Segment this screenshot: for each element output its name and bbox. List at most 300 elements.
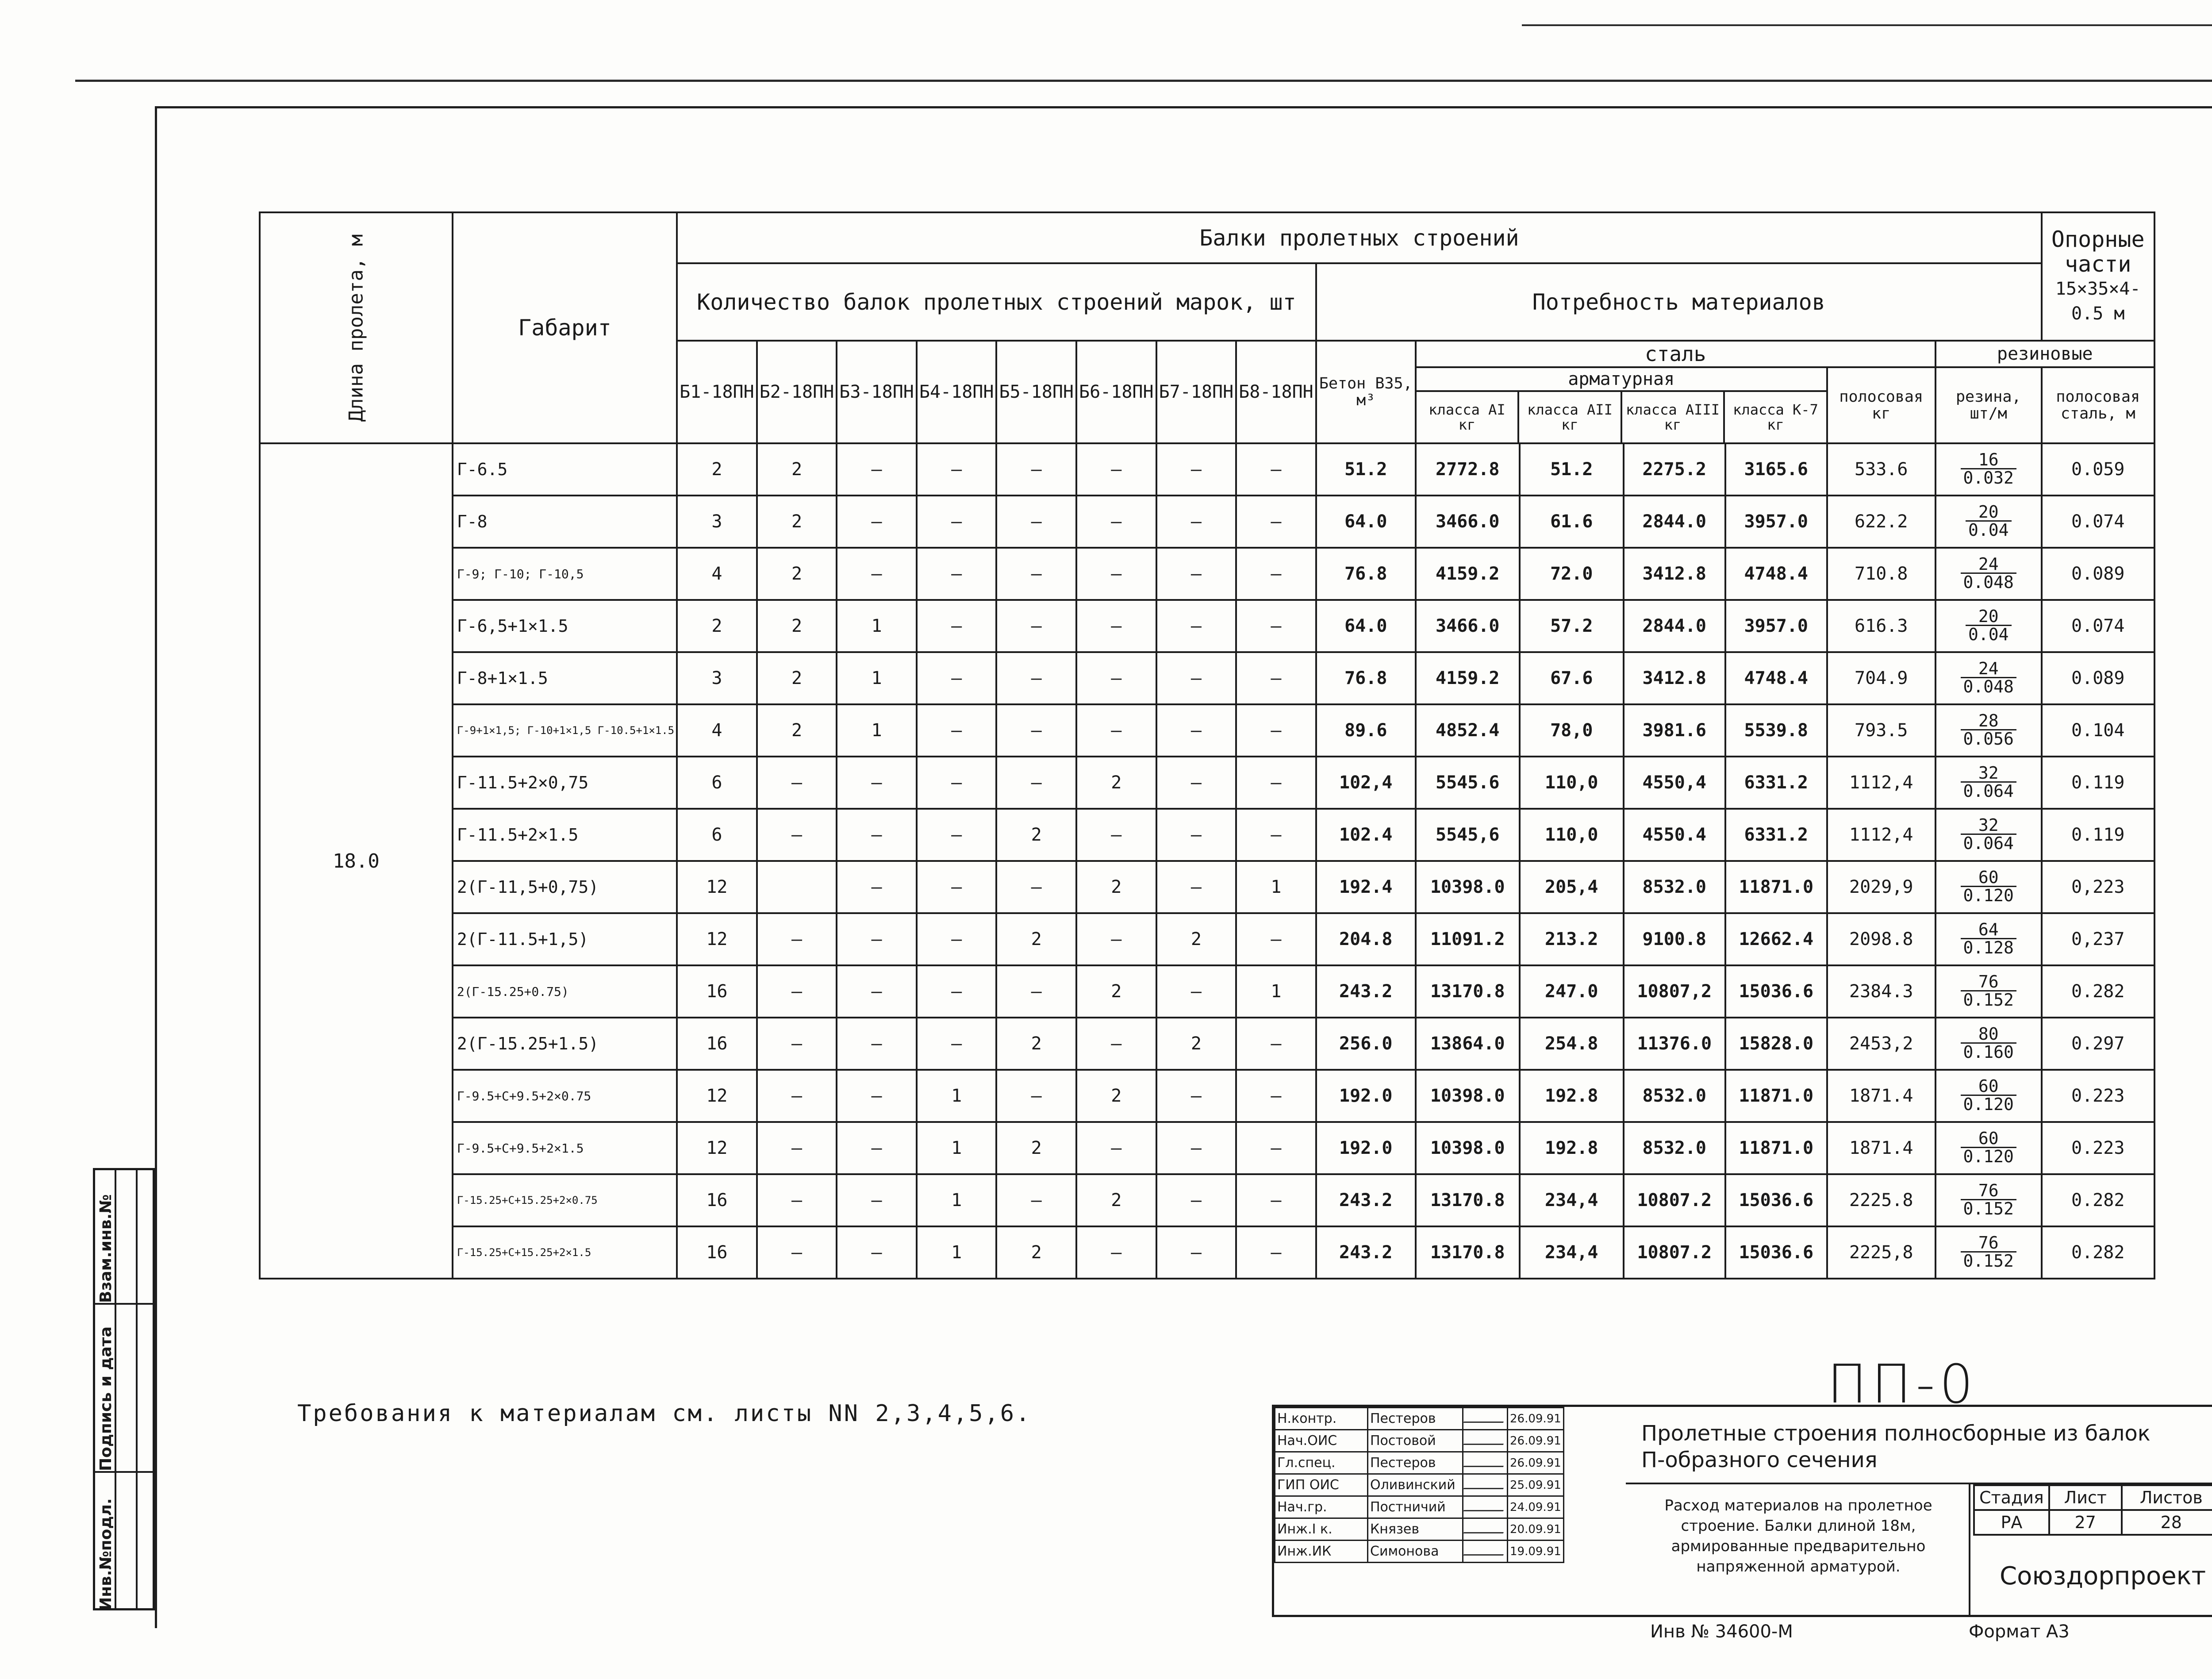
beam-count-cell: — — [757, 1226, 837, 1279]
beam-count-cell: — — [996, 496, 1076, 548]
beam-mark-b3: Б3-18ПН — [837, 341, 917, 443]
signer-row — [1275, 1518, 1564, 1541]
side-label-signature: Подпись и дата — [97, 1326, 115, 1471]
rubber-cell — [1936, 809, 2042, 861]
beam-count-cell: 3 — [677, 496, 757, 548]
strip-steel-cell: 2384.3 — [1827, 965, 1936, 1018]
signature-mark — [1463, 1523, 1507, 1533]
rebar-cell: 13864.0 — [1416, 1018, 1520, 1070]
rebar-cell: 192.8 — [1520, 1122, 1624, 1174]
rebar-cell: 3412.8 — [1624, 652, 1725, 704]
gabarit-cell: Г-8 — [453, 496, 677, 548]
side-label-replace: Взам.инв.№ — [97, 1194, 115, 1303]
beam-count-cell: — — [996, 1174, 1076, 1226]
signer-row — [1275, 1452, 1564, 1474]
bearing-steel-header: полосовая сталь, м — [2042, 367, 2154, 443]
stage-value: РА — [1974, 1510, 2049, 1535]
rebar-cell: 4550,4 — [1624, 757, 1725, 809]
rubber-cell — [1936, 1122, 2042, 1174]
gabarit-cell: 2(Г-11.5+1,5) — [453, 913, 677, 965]
beam-count-cell: — — [996, 600, 1076, 652]
concrete-cell: 76.8 — [1316, 548, 1416, 600]
rubber-volume: 0.120 — [1963, 1094, 2014, 1114]
rubber-cell — [1936, 1070, 2042, 1122]
beam-count-cell: — — [757, 1174, 837, 1226]
beam-count-cell: — — [757, 913, 837, 965]
signer-name: Князев — [1368, 1518, 1463, 1541]
rebar-cell: 10807,2 — [1624, 965, 1725, 1018]
table-row — [260, 913, 2154, 965]
beam-count-cell: 2 — [1156, 1018, 1237, 1070]
rubber-fraction — [1961, 1078, 2016, 1113]
beam-count-cell: 2 — [757, 443, 837, 496]
signature-mark — [1463, 1501, 1507, 1511]
beam-count-cell: — — [837, 1226, 917, 1279]
signature-mark — [1463, 1457, 1507, 1467]
table-row — [260, 704, 2154, 757]
side-stamp — [93, 1168, 155, 1610]
beam-count-cell: — — [1076, 548, 1156, 600]
beam-count-cell: — — [1156, 861, 1237, 913]
beam-count-cell: — — [996, 861, 1076, 913]
beam-count-cell: — — [996, 548, 1076, 600]
rubber-cell — [1936, 600, 2042, 652]
span-length-header: Длина пролета, м — [260, 212, 453, 443]
rubber-fraction — [1961, 869, 2016, 904]
beam-count-cell: 6 — [677, 809, 757, 861]
gabarit-cell: Г-9.5+С+9.5+2×1.5 — [453, 1122, 677, 1174]
bearing-steel-cell: 0.119 — [2042, 809, 2154, 861]
beam-count-cell: 2 — [996, 913, 1076, 965]
signer-role: Нач.гр. — [1275, 1496, 1368, 1518]
signer-role: Инж.I к. — [1275, 1518, 1368, 1541]
rebar-cell: 2772.8 — [1416, 443, 1520, 496]
concrete-cell: 243.2 — [1316, 1174, 1416, 1226]
beam-count-cell: 1 — [917, 1174, 997, 1226]
rubber-fraction — [1961, 556, 2016, 591]
bearing-steel-cell: 0.074 — [2042, 600, 2154, 652]
beam-count-cell: — — [996, 443, 1076, 496]
rebar-cell: 110,0 — [1520, 757, 1624, 809]
rubber-count: 16 — [1961, 451, 2016, 469]
rubber-volume: 0.04 — [1968, 520, 2009, 540]
signature-mark — [1463, 1479, 1507, 1489]
strip-steel-cell: 1112,4 — [1827, 809, 1936, 861]
beam-count-cell: — — [1156, 704, 1237, 757]
beam-count-cell — [757, 861, 837, 913]
beam-count-cell: — — [917, 809, 997, 861]
signer-role: ГИП ОИС — [1275, 1474, 1368, 1496]
beam-count-header: Количество балок пролетных строений марок, шт — [677, 263, 1316, 341]
concrete-cell: 76.8 — [1316, 652, 1416, 704]
beam-count-cell: — — [757, 1070, 837, 1122]
sheet-code: ПП-0 — [1827, 1354, 1978, 1415]
beam-count-cell: — — [837, 965, 917, 1018]
rebar-cell: 15036.6 — [1725, 1174, 1827, 1226]
rubber-count: 60 — [1961, 1078, 2016, 1096]
rubber-volume: 0.048 — [1963, 676, 2014, 696]
gabarit-cell: Г-15.25+С+15.25+2×0.75 — [453, 1174, 677, 1226]
rebar-cell: 8532.0 — [1624, 1122, 1725, 1174]
rubber-count: 20 — [1966, 608, 2012, 626]
beam-count-cell: — — [1076, 1122, 1156, 1174]
beam-count-cell: 1 — [1236, 965, 1316, 1018]
beam-count-cell: — — [1236, 809, 1316, 861]
rubber-fraction — [1961, 973, 2016, 1008]
beams-group-header: Балки пролетных строений — [677, 212, 2042, 263]
rebar-cell: 15036.6 — [1725, 1226, 1827, 1279]
table-row — [260, 757, 2154, 809]
beam-count-cell: — — [1156, 809, 1237, 861]
beam-mark-b7: Б7-18ПН — [1156, 341, 1237, 443]
beam-count-cell: — — [1236, 652, 1316, 704]
beam-count-cell: — — [1156, 1070, 1237, 1122]
rubber-cell — [1936, 1174, 2042, 1226]
sheets-value: 28 — [2122, 1510, 2212, 1535]
rebar-cell: 12662.4 — [1725, 913, 1827, 965]
signer-name: Постовой — [1368, 1430, 1463, 1452]
signature — [1463, 1408, 1508, 1430]
rubber-fraction — [1961, 1026, 2016, 1060]
gabarit-cell: 2(Г-15.25+1.5) — [453, 1018, 677, 1070]
rubber-count: 20 — [1966, 503, 2012, 522]
signature-mark — [1463, 1435, 1507, 1445]
beam-count-cell: 2 — [677, 600, 757, 652]
beam-count-cell: — — [837, 1070, 917, 1122]
beam-count-cell: — — [917, 548, 997, 600]
top-edge-line — [1522, 24, 2212, 26]
bearing-steel-cell: 0.119 — [2042, 757, 2154, 809]
beam-count-cell: 12 — [677, 861, 757, 913]
rebar-cell: 2844.0 — [1624, 600, 1725, 652]
steel-header: сталь — [1416, 341, 1936, 367]
beam-mark-b1: Б1-18ПН — [677, 341, 757, 443]
beam-count-cell: 2 — [677, 443, 757, 496]
beam-count-cell: — — [837, 1174, 917, 1226]
beam-count-cell: 2 — [996, 1122, 1076, 1174]
beam-count-cell: 12 — [677, 913, 757, 965]
signature — [1463, 1452, 1508, 1474]
rubber-volume: 0.064 — [1963, 833, 2014, 853]
beam-count-cell: — — [1236, 1174, 1316, 1226]
rubber-fraction — [1961, 712, 2016, 747]
signer-name: Оливинский — [1368, 1474, 1463, 1496]
beam-count-cell: 16 — [677, 1226, 757, 1279]
title-block — [1272, 1405, 2212, 1617]
beam-count-cell: — — [1156, 652, 1237, 704]
beam-count-cell: — — [917, 913, 997, 965]
bearing-steel-cell: 0.223 — [2042, 1122, 2154, 1174]
beam-count-cell: — — [917, 861, 997, 913]
bearing-steel-cell: 0.104 — [2042, 704, 2154, 757]
signer-date: 24.09.91 — [1508, 1496, 1564, 1518]
rebar-cell: 13170.8 — [1416, 1226, 1520, 1279]
beam-count-cell: — — [837, 1018, 917, 1070]
rubber-fraction — [1961, 1182, 2016, 1217]
rubber-volume: 0.152 — [1963, 990, 2014, 1010]
rubber-fraction — [1961, 1130, 2016, 1165]
signer-name: Симонова — [1368, 1541, 1463, 1563]
beam-count-cell: — — [1236, 913, 1316, 965]
beam-count-cell: 4 — [677, 704, 757, 757]
rebar-cell: 3957.0 — [1725, 496, 1827, 548]
concrete-header: Бетон В35, м³ — [1316, 341, 1416, 443]
beam-count-cell: — — [996, 965, 1076, 1018]
beam-count-cell: — — [837, 1122, 917, 1174]
table-row — [260, 1018, 2154, 1070]
rebar-cell: 11871.0 — [1725, 1122, 1827, 1174]
rebar-cell: 247.0 — [1520, 965, 1624, 1018]
gabarit-cell: 2(Г-11,5+0,75) — [453, 861, 677, 913]
table-row — [260, 652, 2154, 704]
rubber-count: 60 — [1961, 1130, 2016, 1148]
beam-count-cell: — — [1156, 1122, 1237, 1174]
rebar-cell: 3981.6 — [1624, 704, 1725, 757]
rebar-class-a1: класса AI кг — [1417, 392, 1520, 442]
beam-count-cell: — — [1156, 548, 1237, 600]
signer-row — [1275, 1408, 1564, 1430]
beam-count-cell: 6 — [677, 757, 757, 809]
rubber-fraction — [1961, 660, 2016, 695]
rubber-cell — [1936, 704, 2042, 757]
sheet-format: Формат А3 — [1969, 1621, 2070, 1642]
table-row — [260, 861, 2154, 913]
rebar-cell: 8532.0 — [1624, 861, 1725, 913]
beam-count-cell: 16 — [677, 965, 757, 1018]
signature — [1463, 1518, 1508, 1541]
rebar-cell: 78,0 — [1520, 704, 1624, 757]
bearing-steel-cell: 0.059 — [2042, 443, 2154, 496]
beam-count-cell: — — [1156, 757, 1237, 809]
strip-steel-cell: 622.2 — [1827, 496, 1936, 548]
rebar-cell: 3466.0 — [1416, 496, 1520, 548]
gabarit-cell: Г-9+1×1,5; Г-10+1×1,5 Г-10.5+1×1.5 — [453, 704, 677, 757]
rebar-cell: 205,4 — [1520, 861, 1624, 913]
rubber-volume: 0.032 — [1963, 468, 2014, 488]
beam-mark-b4: Б4-18ПН — [917, 341, 997, 443]
rubber-cell — [1936, 443, 2042, 496]
beam-count-cell: — — [1076, 913, 1156, 965]
concrete-cell: 64.0 — [1316, 496, 1416, 548]
rubber-cell — [1936, 548, 2042, 600]
span-length-cell: 18.0 — [260, 443, 453, 1279]
rubber-cell — [1936, 965, 2042, 1018]
rebar-cell: 67.6 — [1520, 652, 1624, 704]
rebar-cell: 5539.8 — [1725, 704, 1827, 757]
rebar-cell: 234,4 — [1520, 1174, 1624, 1226]
table-row — [260, 600, 2154, 652]
beam-count-cell: 2 — [757, 652, 837, 704]
rebar-cell: 254.8 — [1520, 1018, 1624, 1070]
rubber-fraction — [1961, 451, 2016, 486]
signature — [1463, 1474, 1508, 1496]
table-row — [260, 1122, 2154, 1174]
beam-count-cell: 2 — [1076, 757, 1156, 809]
signer-date: 26.09.91 — [1508, 1408, 1564, 1430]
rebar-cell: 3165.6 — [1725, 443, 1827, 496]
signature — [1463, 1430, 1508, 1452]
beam-count-cell: — — [837, 548, 917, 600]
beam-count-cell: — — [757, 965, 837, 1018]
strip-steel-cell: 1112,4 — [1827, 757, 1936, 809]
bearing-steel-cell: 0.089 — [2042, 548, 2154, 600]
table-row — [260, 548, 2154, 600]
beam-count-cell: 1 — [1236, 861, 1316, 913]
beam-count-cell: — — [996, 652, 1076, 704]
rebar-cell: 3412.8 — [1624, 548, 1725, 600]
bearing-steel-cell: 0,223 — [2042, 861, 2154, 913]
signer-name: Пестеров — [1368, 1452, 1463, 1474]
beam-count-cell: 1 — [917, 1122, 997, 1174]
beam-count-cell: 16 — [677, 1174, 757, 1226]
concrete-cell: 64.0 — [1316, 600, 1416, 652]
top-border-line — [75, 80, 2212, 82]
beam-count-cell: 2 — [757, 704, 837, 757]
table-row — [260, 443, 2154, 496]
beam-mark-b6: Б6-18ПН — [1076, 341, 1156, 443]
beam-count-cell: — — [837, 443, 917, 496]
strip-steel-cell: 616.3 — [1827, 600, 1936, 652]
rubber-count: 32 — [1961, 765, 2016, 783]
rebar-class-a3: класса AIII кг — [1622, 392, 1725, 442]
signer-role: Н.контр. — [1275, 1408, 1368, 1430]
concrete-cell: 102,4 — [1316, 757, 1416, 809]
rebar-cell: 72.0 — [1520, 548, 1624, 600]
gabarit-cell: Г-11.5+2×1.5 — [453, 809, 677, 861]
beam-count-cell: — — [757, 809, 837, 861]
bearing-steel-cell: 0.089 — [2042, 652, 2154, 704]
beam-count-cell: 2 — [996, 1018, 1076, 1070]
rebar-cell: 11091.2 — [1416, 913, 1520, 965]
signer-role: Гл.спец. — [1275, 1452, 1368, 1474]
rebar-header: арматурная — [1417, 368, 1826, 392]
materials-note: Требования к материалам см. листы NN 2,3,4,5,6. — [297, 1400, 1032, 1427]
rebar-cell: 15828.0 — [1725, 1018, 1827, 1070]
beam-count-cell: — — [837, 757, 917, 809]
rebar-cell: 5545,6 — [1416, 809, 1520, 861]
signature — [1463, 1541, 1508, 1563]
rubber-cell — [1936, 496, 2042, 548]
beam-count-cell: 2 — [757, 600, 837, 652]
rebar-class-k7: класса K-7 кг — [1733, 401, 1818, 433]
rubber-count: 76 — [1961, 1234, 2016, 1253]
rebar-cell: 110,0 — [1520, 809, 1624, 861]
rubber-count: 24 — [1961, 556, 2016, 574]
rebar-header-cell — [1416, 367, 1827, 443]
beam-count-cell: 1 — [917, 1226, 997, 1279]
rebar-cell: 4159.2 — [1416, 548, 1520, 600]
stage-table — [1973, 1484, 2212, 1536]
bearing-steel-cell: 0.297 — [2042, 1018, 2154, 1070]
beam-count-cell: — — [996, 704, 1076, 757]
sheet-value: 27 — [2049, 1510, 2122, 1535]
rebar-cell: 10398.0 — [1416, 1122, 1520, 1174]
beam-mark-b5: Б5-18ПН — [996, 341, 1076, 443]
rubber-volume: 0.04 — [1968, 624, 2009, 644]
concrete-cell: 102.4 — [1316, 809, 1416, 861]
signer-name: Постничий — [1368, 1496, 1463, 1518]
rubber-volume: 0.120 — [1963, 1146, 2014, 1166]
concrete-cell: 89.6 — [1316, 704, 1416, 757]
gabarit-cell: Г-6.5 — [453, 443, 677, 496]
rubber-volume: 0.152 — [1963, 1199, 2014, 1218]
beam-count-cell: — — [837, 496, 917, 548]
beam-count-cell: — — [837, 809, 917, 861]
table-row — [260, 1070, 2154, 1122]
beam-count-cell: — — [1236, 757, 1316, 809]
beam-count-cell: 2 — [1076, 1070, 1156, 1122]
concrete-cell: 243.2 — [1316, 1226, 1416, 1279]
strip-steel-cell: 1871.4 — [1827, 1122, 1936, 1174]
beam-count-cell: — — [917, 757, 997, 809]
gabarit-cell: Г-11.5+2×0,75 — [453, 757, 677, 809]
beam-count-cell: — — [757, 1122, 837, 1174]
beam-count-cell: 1 — [837, 600, 917, 652]
project-title: Пролетные строения полносборные из балок П-образного сечения — [1641, 1421, 2151, 1472]
beam-count-cell: — — [1076, 1226, 1156, 1279]
concrete-cell: 192.0 — [1316, 1070, 1416, 1122]
beam-count-cell: — — [1236, 1122, 1316, 1174]
strip-steel-cell: 710.8 — [1827, 548, 1936, 600]
beam-count-cell: — — [837, 861, 917, 913]
rubber-fraction — [1961, 1234, 2016, 1269]
strip-steel-cell: 533.6 — [1827, 443, 1936, 496]
beam-count-cell: 2 — [1076, 965, 1156, 1018]
gabarit-cell: Г-8+1×1.5 — [453, 652, 677, 704]
rebar-cell: 4550.4 — [1624, 809, 1725, 861]
beam-count-cell: — — [1236, 1018, 1316, 1070]
beam-count-cell: — — [996, 1070, 1076, 1122]
beam-count-cell: — — [1156, 496, 1237, 548]
concrete-cell: 243.2 — [1316, 965, 1416, 1018]
signer-row — [1275, 1430, 1564, 1452]
concrete-cell: 192.4 — [1316, 861, 1416, 913]
table-row — [260, 1226, 2154, 1279]
bearing-steel-cell: 0.282 — [2042, 1174, 2154, 1226]
strip-steel-cell: 2225,8 — [1827, 1226, 1936, 1279]
concrete-cell: 51.2 — [1316, 443, 1416, 496]
rubber-volume: 0.160 — [1963, 1042, 2014, 1062]
bearing-steel-cell: 0.282 — [2042, 1226, 2154, 1279]
beam-count-cell: — — [1076, 443, 1156, 496]
concrete-cell: 256.0 — [1316, 1018, 1416, 1070]
table-row — [260, 809, 2154, 861]
signer-row — [1275, 1474, 1564, 1496]
beam-count-cell: 12 — [677, 1122, 757, 1174]
rubber-cell — [1936, 861, 2042, 913]
beam-count-cell: — — [1236, 1226, 1316, 1279]
beam-count-cell: — — [917, 965, 997, 1018]
beam-count-cell: — — [1076, 652, 1156, 704]
rubber-header: резина, шт/м — [1936, 367, 2042, 443]
signer-row — [1275, 1541, 1564, 1563]
materials-table — [259, 211, 2155, 1279]
concrete-cell: 204.8 — [1316, 913, 1416, 965]
rubber-count: 64 — [1961, 921, 2016, 939]
signature — [1463, 1496, 1508, 1518]
gabarit-header: Габарит — [453, 212, 677, 443]
rubber-count: 60 — [1961, 869, 2016, 887]
signer-date: 20.09.91 — [1508, 1518, 1564, 1541]
beam-count-cell: — — [1156, 443, 1237, 496]
beam-count-cell: 3 — [677, 652, 757, 704]
rebar-cell: 6331.2 — [1725, 757, 1827, 809]
signer-date: 26.09.91 — [1508, 1452, 1564, 1474]
beam-count-cell: — — [757, 1018, 837, 1070]
beam-count-cell: — — [1236, 496, 1316, 548]
rubber-count: 80 — [1961, 1026, 2016, 1044]
rebar-cell: 13170.8 — [1416, 1174, 1520, 1226]
